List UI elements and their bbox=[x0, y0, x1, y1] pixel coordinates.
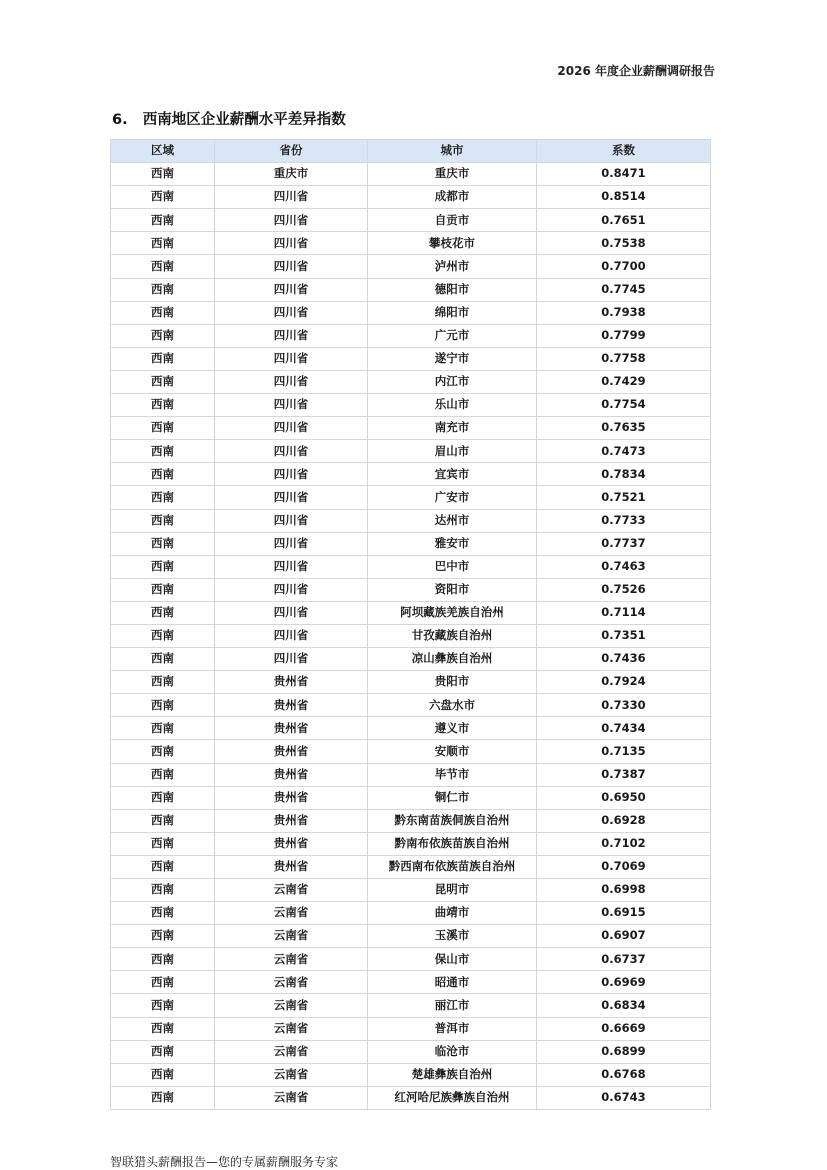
cell-coefficient: 0.7924 bbox=[537, 671, 711, 694]
table-row bbox=[111, 1040, 711, 1063]
table-row bbox=[111, 948, 711, 971]
cell-region: 西南 bbox=[111, 578, 215, 601]
cell-city: 达州市 bbox=[368, 509, 537, 532]
cell-province: 四川省 bbox=[215, 532, 368, 555]
section-title: 6. 西南地区企业薪酬水平差异指数 bbox=[112, 112, 346, 128]
table-row bbox=[111, 509, 711, 532]
table-row bbox=[111, 324, 711, 347]
table-row bbox=[111, 717, 711, 740]
cell-region: 西南 bbox=[111, 532, 215, 555]
cell-region: 西南 bbox=[111, 255, 215, 278]
column-header-province: 省份 bbox=[215, 140, 368, 163]
cell-region: 西南 bbox=[111, 301, 215, 324]
cell-region: 西南 bbox=[111, 1040, 215, 1063]
table-row bbox=[111, 740, 711, 763]
cell-region: 西南 bbox=[111, 671, 215, 694]
cell-coefficient: 0.7737 bbox=[537, 532, 711, 555]
cell-region: 西南 bbox=[111, 740, 215, 763]
cell-province: 云南省 bbox=[215, 902, 368, 925]
table-row bbox=[111, 694, 711, 717]
table-row bbox=[111, 163, 711, 186]
table-row bbox=[111, 1017, 711, 1040]
cell-coefficient: 0.6998 bbox=[537, 879, 711, 902]
cell-city: 曲靖市 bbox=[368, 902, 537, 925]
cell-province: 云南省 bbox=[215, 925, 368, 948]
table-row bbox=[111, 786, 711, 809]
table-row bbox=[111, 578, 711, 601]
cell-province: 四川省 bbox=[215, 578, 368, 601]
cell-province: 四川省 bbox=[215, 509, 368, 532]
column-header-city: 城市 bbox=[368, 140, 537, 163]
column-header-coefficient: 系数 bbox=[537, 140, 711, 163]
cell-city: 巴中市 bbox=[368, 555, 537, 578]
table-row bbox=[111, 671, 711, 694]
table-row bbox=[111, 763, 711, 786]
cell-coefficient: 0.6969 bbox=[537, 971, 711, 994]
cell-city: 攀枝花市 bbox=[368, 232, 537, 255]
cell-city: 广元市 bbox=[368, 324, 537, 347]
table-row bbox=[111, 486, 711, 509]
table-row bbox=[111, 209, 711, 232]
cell-region: 西南 bbox=[111, 440, 215, 463]
cell-region: 西南 bbox=[111, 509, 215, 532]
cell-coefficient: 0.7429 bbox=[537, 370, 711, 393]
cell-region: 西南 bbox=[111, 786, 215, 809]
salary-index-table bbox=[110, 139, 711, 1110]
cell-province: 贵州省 bbox=[215, 740, 368, 763]
cell-region: 西南 bbox=[111, 971, 215, 994]
cell-coefficient: 0.6743 bbox=[537, 1086, 711, 1109]
cell-region: 西南 bbox=[111, 694, 215, 717]
table-row bbox=[111, 879, 711, 902]
cell-coefficient: 0.7799 bbox=[537, 324, 711, 347]
cell-city: 黔东南苗族侗族自治州 bbox=[368, 809, 537, 832]
cell-coefficient: 0.7745 bbox=[537, 278, 711, 301]
table-row bbox=[111, 555, 711, 578]
cell-province: 四川省 bbox=[215, 601, 368, 624]
cell-region: 西南 bbox=[111, 832, 215, 855]
cell-region: 西南 bbox=[111, 902, 215, 925]
cell-coefficient: 0.7351 bbox=[537, 624, 711, 647]
cell-province: 云南省 bbox=[215, 1063, 368, 1086]
cell-province: 四川省 bbox=[215, 278, 368, 301]
cell-province: 贵州省 bbox=[215, 717, 368, 740]
table-row bbox=[111, 902, 711, 925]
table-row bbox=[111, 394, 711, 417]
cell-city: 内江市 bbox=[368, 370, 537, 393]
cell-coefficient: 0.8514 bbox=[537, 186, 711, 209]
cell-region: 西南 bbox=[111, 601, 215, 624]
report-header-title: 2026 年度企业薪酬调研报告 bbox=[557, 64, 715, 78]
cell-province: 四川省 bbox=[215, 301, 368, 324]
cell-city: 广安市 bbox=[368, 486, 537, 509]
cell-region: 西南 bbox=[111, 278, 215, 301]
cell-city: 贵阳市 bbox=[368, 671, 537, 694]
column-header-region: 区域 bbox=[111, 140, 215, 163]
cell-province: 贵州省 bbox=[215, 763, 368, 786]
table-row bbox=[111, 855, 711, 878]
cell-province: 四川省 bbox=[215, 394, 368, 417]
cell-region: 西南 bbox=[111, 555, 215, 578]
cell-city: 自贡市 bbox=[368, 209, 537, 232]
cell-city: 玉溪市 bbox=[368, 925, 537, 948]
table-row bbox=[111, 232, 711, 255]
cell-city: 资阳市 bbox=[368, 578, 537, 601]
cell-coefficient: 0.7434 bbox=[537, 717, 711, 740]
cell-province: 四川省 bbox=[215, 186, 368, 209]
table-row bbox=[111, 971, 711, 994]
table-row bbox=[111, 648, 711, 671]
cell-province: 贵州省 bbox=[215, 855, 368, 878]
cell-region: 西南 bbox=[111, 624, 215, 647]
table-row bbox=[111, 255, 711, 278]
cell-city: 眉山市 bbox=[368, 440, 537, 463]
table-row bbox=[111, 1086, 711, 1109]
cell-coefficient: 0.7069 bbox=[537, 855, 711, 878]
cell-city: 遵义市 bbox=[368, 717, 537, 740]
cell-province: 四川省 bbox=[215, 440, 368, 463]
cell-coefficient: 0.7635 bbox=[537, 417, 711, 440]
cell-coefficient: 0.7330 bbox=[537, 694, 711, 717]
table-row bbox=[111, 601, 711, 624]
footer-text: 智联猎头薪酬报告—您的专属薪酬服务专家 bbox=[110, 1155, 339, 1169]
cell-province: 四川省 bbox=[215, 417, 368, 440]
cell-city: 楚雄彝族自治州 bbox=[368, 1063, 537, 1086]
cell-city: 凉山彝族自治州 bbox=[368, 648, 537, 671]
cell-coefficient: 0.7387 bbox=[537, 763, 711, 786]
cell-province: 四川省 bbox=[215, 347, 368, 370]
cell-region: 西南 bbox=[111, 232, 215, 255]
cell-region: 西南 bbox=[111, 879, 215, 902]
cell-coefficient: 0.7102 bbox=[537, 832, 711, 855]
cell-region: 西南 bbox=[111, 163, 215, 186]
cell-coefficient: 0.6907 bbox=[537, 925, 711, 948]
cell-region: 西南 bbox=[111, 1063, 215, 1086]
table-row bbox=[111, 301, 711, 324]
cell-region: 西南 bbox=[111, 417, 215, 440]
cell-region: 西南 bbox=[111, 1086, 215, 1109]
cell-coefficient: 0.7436 bbox=[537, 648, 711, 671]
cell-province: 四川省 bbox=[215, 648, 368, 671]
cell-province: 重庆市 bbox=[215, 163, 368, 186]
table-row bbox=[111, 440, 711, 463]
table-body bbox=[111, 163, 711, 1110]
cell-province: 贵州省 bbox=[215, 809, 368, 832]
cell-region: 西南 bbox=[111, 648, 215, 671]
cell-city: 黔西南布依族苗族自治州 bbox=[368, 855, 537, 878]
cell-city: 宜宾市 bbox=[368, 463, 537, 486]
cell-province: 四川省 bbox=[215, 486, 368, 509]
cell-city: 黔南布依族苗族自治州 bbox=[368, 832, 537, 855]
cell-coefficient: 0.7733 bbox=[537, 509, 711, 532]
cell-city: 毕节市 bbox=[368, 763, 537, 786]
cell-region: 西南 bbox=[111, 717, 215, 740]
cell-coefficient: 0.7473 bbox=[537, 440, 711, 463]
cell-city: 重庆市 bbox=[368, 163, 537, 186]
table-row bbox=[111, 532, 711, 555]
cell-province: 云南省 bbox=[215, 1086, 368, 1109]
cell-province: 云南省 bbox=[215, 994, 368, 1017]
cell-city: 普洱市 bbox=[368, 1017, 537, 1040]
table-row bbox=[111, 624, 711, 647]
cell-city: 遂宁市 bbox=[368, 347, 537, 370]
cell-coefficient: 0.7834 bbox=[537, 463, 711, 486]
cell-region: 西南 bbox=[111, 186, 215, 209]
cell-region: 西南 bbox=[111, 347, 215, 370]
cell-city: 泸州市 bbox=[368, 255, 537, 278]
cell-city: 绵阳市 bbox=[368, 301, 537, 324]
cell-region: 西南 bbox=[111, 486, 215, 509]
cell-city: 六盘水市 bbox=[368, 694, 537, 717]
table-row bbox=[111, 994, 711, 1017]
cell-region: 西南 bbox=[111, 925, 215, 948]
cell-coefficient: 0.7463 bbox=[537, 555, 711, 578]
cell-region: 西南 bbox=[111, 948, 215, 971]
cell-region: 西南 bbox=[111, 994, 215, 1017]
table-row bbox=[111, 347, 711, 370]
cell-region: 西南 bbox=[111, 209, 215, 232]
cell-coefficient: 0.6737 bbox=[537, 948, 711, 971]
cell-coefficient: 0.6915 bbox=[537, 902, 711, 925]
cell-coefficient: 0.7114 bbox=[537, 601, 711, 624]
cell-city: 临沧市 bbox=[368, 1040, 537, 1063]
table-row bbox=[111, 370, 711, 393]
cell-province: 贵州省 bbox=[215, 671, 368, 694]
cell-coefficient: 0.8471 bbox=[537, 163, 711, 186]
cell-coefficient: 0.7700 bbox=[537, 255, 711, 278]
cell-province: 云南省 bbox=[215, 948, 368, 971]
cell-coefficient: 0.6899 bbox=[537, 1040, 711, 1063]
table-row bbox=[111, 809, 711, 832]
cell-coefficient: 0.7135 bbox=[537, 740, 711, 763]
cell-city: 安顺市 bbox=[368, 740, 537, 763]
cell-region: 西南 bbox=[111, 324, 215, 347]
cell-city: 红河哈尼族彝族自治州 bbox=[368, 1086, 537, 1109]
cell-coefficient: 0.6669 bbox=[537, 1017, 711, 1040]
cell-coefficient: 0.7526 bbox=[537, 578, 711, 601]
cell-province: 四川省 bbox=[215, 209, 368, 232]
cell-city: 乐山市 bbox=[368, 394, 537, 417]
cell-city: 铜仁市 bbox=[368, 786, 537, 809]
cell-coefficient: 0.7938 bbox=[537, 301, 711, 324]
cell-coefficient: 0.7538 bbox=[537, 232, 711, 255]
cell-region: 西南 bbox=[111, 855, 215, 878]
cell-province: 贵州省 bbox=[215, 786, 368, 809]
cell-province: 四川省 bbox=[215, 624, 368, 647]
cell-coefficient: 0.7754 bbox=[537, 394, 711, 417]
cell-region: 西南 bbox=[111, 763, 215, 786]
cell-province: 贵州省 bbox=[215, 694, 368, 717]
cell-coefficient: 0.6928 bbox=[537, 809, 711, 832]
cell-city: 雅安市 bbox=[368, 532, 537, 555]
table-row bbox=[111, 463, 711, 486]
table-row bbox=[111, 925, 711, 948]
cell-province: 四川省 bbox=[215, 255, 368, 278]
cell-region: 西南 bbox=[111, 809, 215, 832]
cell-coefficient: 0.7758 bbox=[537, 347, 711, 370]
table-header-row bbox=[111, 140, 711, 163]
cell-region: 西南 bbox=[111, 1017, 215, 1040]
cell-coefficient: 0.6834 bbox=[537, 994, 711, 1017]
cell-coefficient: 0.7521 bbox=[537, 486, 711, 509]
cell-region: 西南 bbox=[111, 394, 215, 417]
cell-province: 四川省 bbox=[215, 324, 368, 347]
table-row bbox=[111, 278, 711, 301]
cell-province: 贵州省 bbox=[215, 832, 368, 855]
cell-city: 甘孜藏族自治州 bbox=[368, 624, 537, 647]
cell-province: 云南省 bbox=[215, 879, 368, 902]
table-row bbox=[111, 832, 711, 855]
cell-region: 西南 bbox=[111, 463, 215, 486]
cell-city: 阿坝藏族羌族自治州 bbox=[368, 601, 537, 624]
cell-province: 四川省 bbox=[215, 232, 368, 255]
cell-city: 昆明市 bbox=[368, 879, 537, 902]
cell-province: 四川省 bbox=[215, 370, 368, 393]
cell-province: 四川省 bbox=[215, 555, 368, 578]
cell-province: 云南省 bbox=[215, 971, 368, 994]
cell-coefficient: 0.7651 bbox=[537, 209, 711, 232]
table-row bbox=[111, 1063, 711, 1086]
cell-city: 南充市 bbox=[368, 417, 537, 440]
cell-province: 四川省 bbox=[215, 463, 368, 486]
cell-city: 成都市 bbox=[368, 186, 537, 209]
cell-province: 云南省 bbox=[215, 1017, 368, 1040]
cell-city: 丽江市 bbox=[368, 994, 537, 1017]
cell-province: 云南省 bbox=[215, 1040, 368, 1063]
cell-city: 昭通市 bbox=[368, 971, 537, 994]
cell-city: 保山市 bbox=[368, 948, 537, 971]
cell-coefficient: 0.6768 bbox=[537, 1063, 711, 1086]
table-row bbox=[111, 417, 711, 440]
cell-region: 西南 bbox=[111, 370, 215, 393]
table-row bbox=[111, 186, 711, 209]
cell-city: 德阳市 bbox=[368, 278, 537, 301]
cell-coefficient: 0.6950 bbox=[537, 786, 711, 809]
